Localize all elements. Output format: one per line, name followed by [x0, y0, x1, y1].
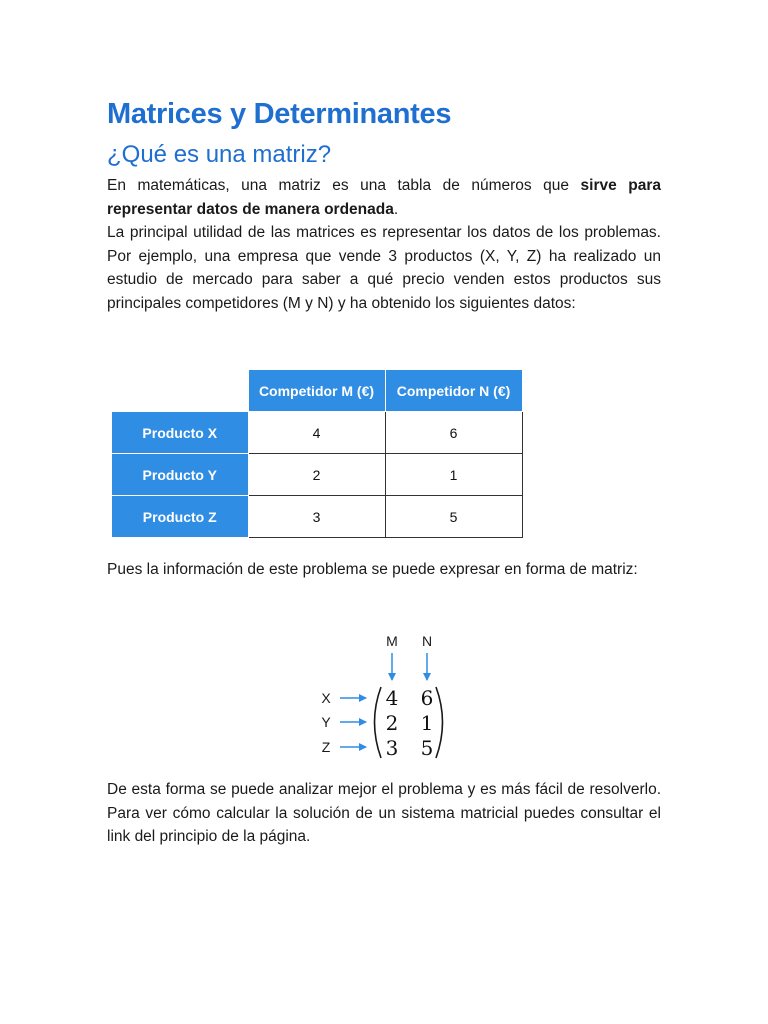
matrix-value: 5 — [420, 736, 434, 760]
matrix-col-label-n: N — [421, 633, 433, 649]
left-parenthesis — [375, 687, 382, 758]
matrix-row-label-z: Z — [321, 739, 331, 755]
table-cell: 4 — [248, 412, 385, 454]
matrix-value: 2 — [385, 711, 399, 735]
table-header-row — [112, 370, 523, 412]
right-parenthesis — [436, 687, 443, 758]
table-cell: 5 — [385, 496, 522, 538]
column-header-n: Competidor N (€) — [385, 370, 522, 412]
matrix-value: 1 — [420, 711, 434, 735]
competitor-price-table — [111, 369, 523, 538]
matrix-col-label-m: M — [386, 633, 398, 649]
table-row — [112, 496, 523, 538]
table-corner-cell — [112, 370, 249, 412]
matrix-intro-paragraph: Pues la información de este problema se puede expresar en forma de matriz: — [107, 561, 638, 578]
section-heading: ¿Qué es una matriz? — [107, 141, 332, 168]
matrix-diagram — [300, 625, 470, 765]
intro-paragraph — [107, 174, 661, 221]
matrix-row-label-x: X — [321, 690, 331, 706]
conclusion-paragraph: De esta forma se puede analizar mejor el problema y es más fácil de resolverlo. Para ver cómo calcular la solución de un sistema matricial puedes consultar el link del principio de la página. — [107, 781, 661, 845]
intro-text: En matemáticas, una matriz es una tabla de números que — [107, 177, 581, 194]
matrix-value: 4 — [385, 686, 399, 710]
table-cell: 6 — [385, 412, 522, 454]
table-cell: 3 — [248, 496, 385, 538]
row-header-y: Producto Y — [112, 454, 249, 496]
matrix-value: 3 — [385, 736, 399, 760]
column-header-m: Competidor M (€) — [248, 370, 385, 412]
example-paragraph: La principal utilidad de las matrices es representar los datos de los problemas. Por ejemplo, una empresa que vende 3 productos (X, Y, Z) ha realizado un estudio de mercado para saber a qué precio venden estos productos sus principales competidores (M y N) y ha obtenido los siguientes datos: — [107, 224, 661, 312]
table-row — [112, 412, 523, 454]
row-header-z: Producto Z — [112, 496, 249, 538]
row-header-x: Producto X — [112, 412, 249, 454]
matrix-row-label-y: Y — [321, 714, 331, 730]
table-cell: 1 — [385, 454, 522, 496]
intro-end: . — [393, 200, 399, 218]
table-cell: 2 — [248, 454, 385, 496]
matrix-value: 6 — [420, 686, 434, 710]
intro-bold-text: sirve para representar datos de manera ordenada — [107, 177, 661, 218]
document-body — [107, 96, 661, 315]
table-row — [112, 454, 523, 496]
page-title: Matrices y Determinantes — [107, 98, 452, 130]
